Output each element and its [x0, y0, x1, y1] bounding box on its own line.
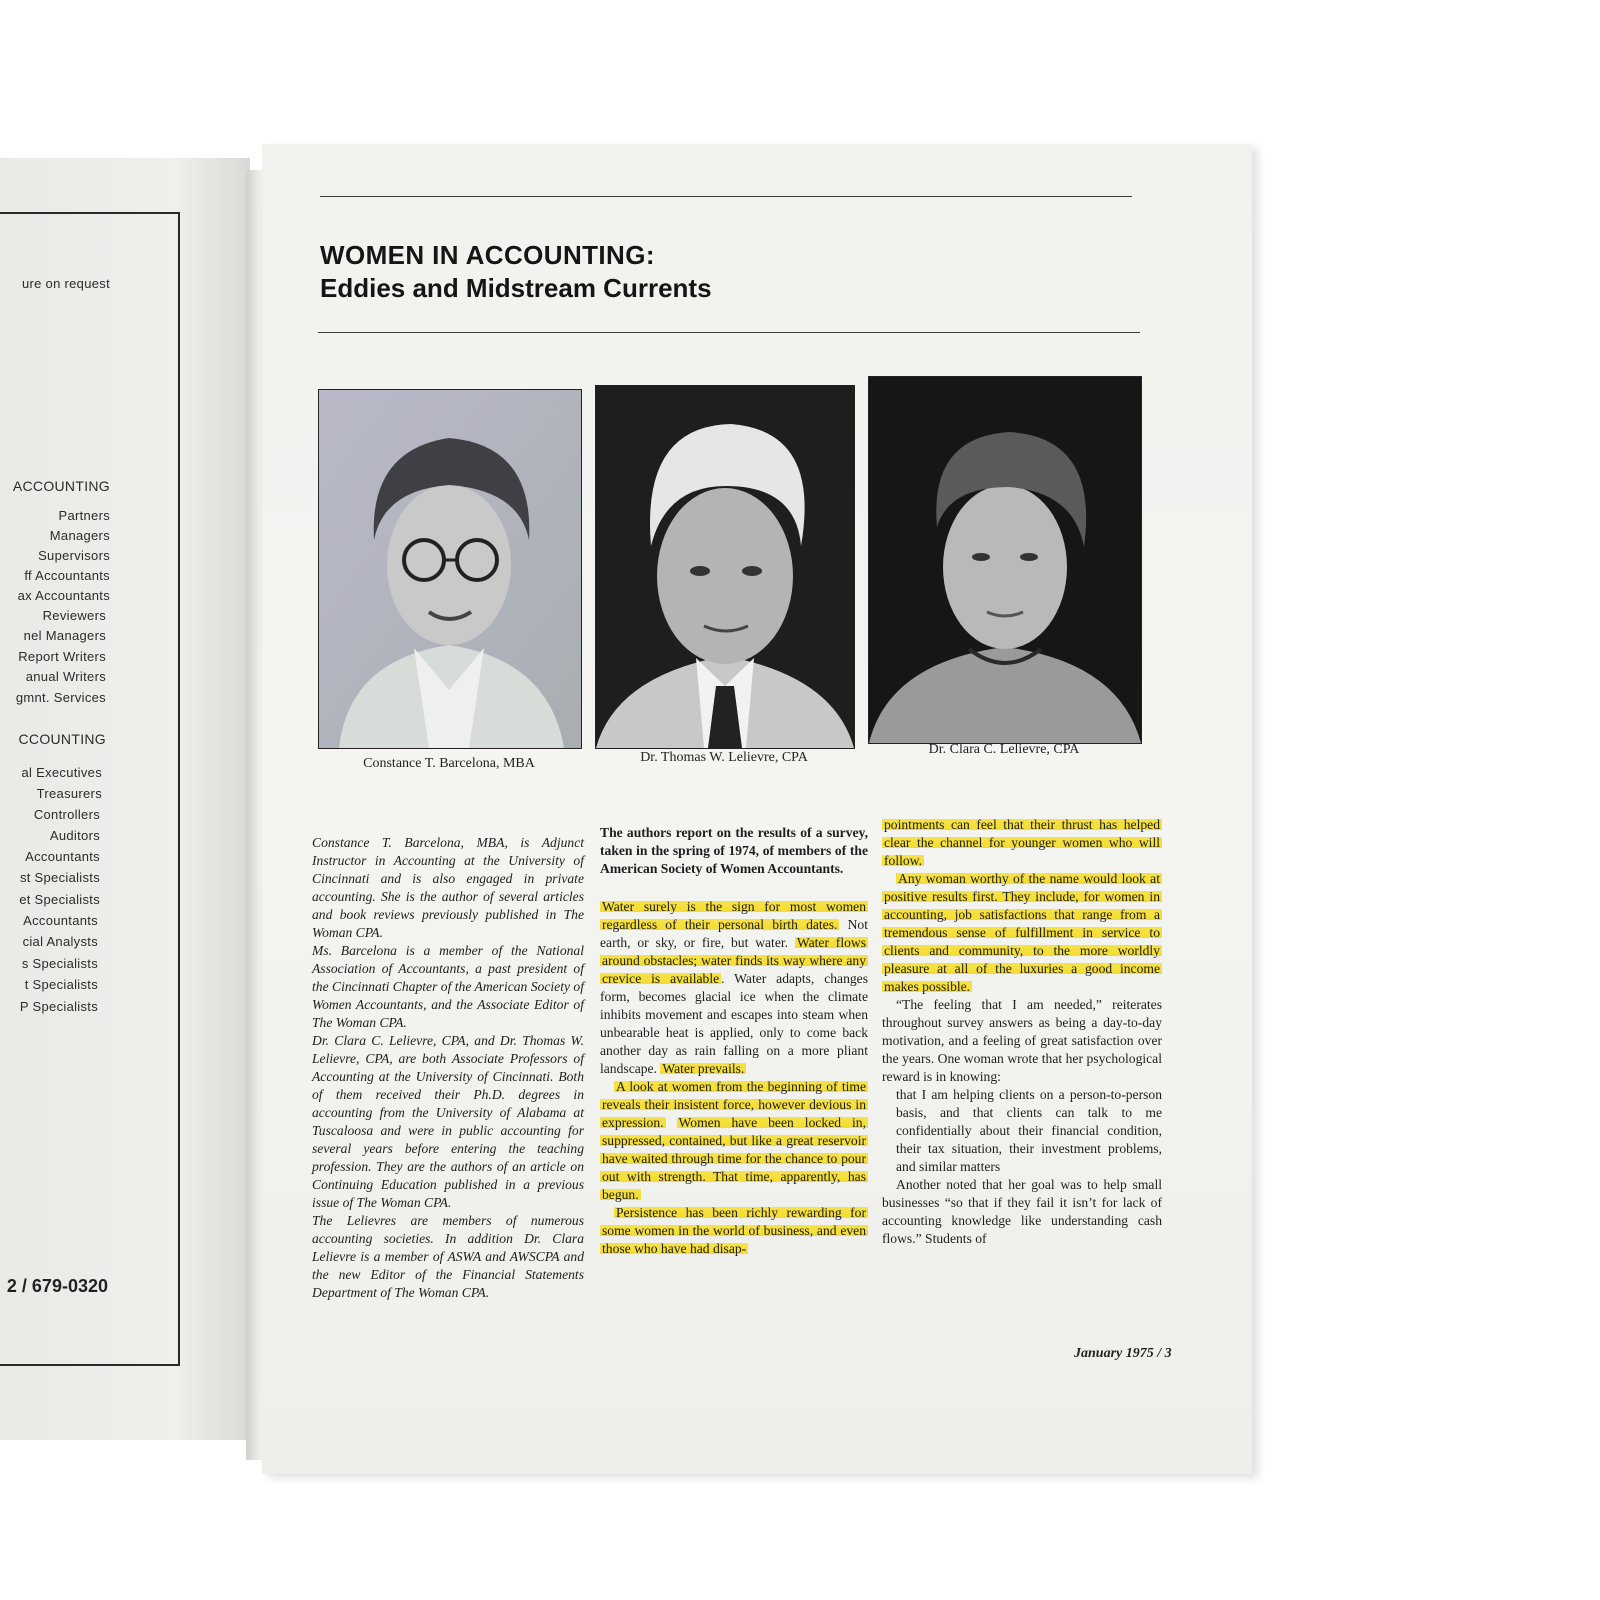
top-rule [320, 196, 1132, 197]
left-page-fragment: P Specialists [19, 999, 98, 1014]
caption-thomas-lelievre: Dr. Thomas W. Lelievre, CPA [640, 750, 808, 765]
body-text: . Water adapts, changes form, becomes glacial ice when the climate inhibits movement and escapes into steam when unbearable heat is applied, only to come back another day as rain falling on a more pliant landscape. [600, 971, 868, 1076]
body-paragraph [600, 1204, 868, 1258]
page-footer: January 1975 / 3 [1074, 1346, 1172, 1361]
left-page-fragment: gmnt. Services [15, 690, 106, 705]
left-page-fragment: cial Analysts [22, 934, 98, 949]
article-subtitle: Eddies and Midstream Currents [320, 273, 712, 303]
bio-paragraph: Dr. Clara C. Lelievre, CPA, and Dr. Thomas W. Lelievre, CPA, are both Associate Professors of Accounting at the University of Cincinnati. Both of them received their Ph.D. degrees in accounting from the University of Alabama at Tuscaloosa and were in public accounting for several years before entering the teaching profession. They are the authors of an article on Continuing Education published in a previous issue of The Woman CPA. [312, 1033, 584, 1210]
left-page-fragment: ax Accountants [17, 588, 110, 603]
left-page-fragment: ACCOUNTING [12, 478, 110, 494]
body-paragraph: Another noted that her goal was to help small businesses “so that if they fail it isn’t for lack of accounting knowledge like understanding cash flows.” Students of [882, 1177, 1162, 1246]
left-page-fragment: ff Accountants [24, 568, 110, 583]
bio-paragraph: Ms. Barcelona is a member of the National Association of Accountants, a past president of the Cincinnati Chapter of the American Society of Women Accountants, and the Associate Editor of The Woman CPA. [312, 943, 584, 1030]
highlighted-text: Water surely is the sign for most women regardless of their personal birth dates. [602, 899, 866, 932]
left-page-fragment: al Executives [21, 765, 102, 780]
article-column-2 [600, 824, 868, 1258]
left-page-fragment: Controllers [33, 807, 100, 822]
article-column-3 [882, 816, 1162, 1248]
highlighted-text: Women have been locked in, suppressed, contained, but like a great reservoir have waited through time for the chance to pour out with strength. That time, apparently, has begun. [602, 1115, 866, 1202]
left-page-fragment: et Specialists [19, 892, 100, 907]
article-title: WOMEN IN ACCOUNTING: [320, 240, 655, 270]
left-page-fragment: Partners [58, 508, 110, 523]
highlighted-text: Any woman worthy of the name would look at positive results first. They include, for women in accounting, job satisfactions that range from a tremendous sense of fulfillment in service to clients and community, to the more worldly pleasure at all of the luxuries a good income makes possible. [884, 871, 1160, 994]
left-page-fragment: CCOUNTING [18, 731, 106, 747]
left-page-fragment: nel Managers [23, 628, 106, 643]
highlighted-text: Persistence has been richly rewarding for some women in the world of business, and even those who have had disap- [602, 1205, 866, 1256]
highlighted-text: A look at women from the beginning of time reveals their insistent force, however devious in expression. [602, 1079, 866, 1130]
body-text: Not earth, or sky, or fire, but water. [600, 917, 868, 950]
left-page [0, 158, 250, 1440]
left-page-fragment: st Specialists [19, 870, 100, 885]
right-page [262, 144, 1252, 1474]
caption-barcelona: Constance T. Barcelona, MBA [363, 756, 535, 771]
body-text [666, 1115, 677, 1130]
left-page-fragment: Reviewers [42, 608, 106, 623]
left-page-fragment: anual Writers [25, 669, 106, 684]
body-paragraph [882, 816, 1162, 870]
title-bottom-rule [318, 332, 1140, 333]
highlighted-text: Water flows around obstacles; water finds its way where any crevice is available [602, 935, 867, 986]
left-page-fragment: Accountants [25, 849, 100, 864]
highlighted-text: pointments can feel that their thrust has helped clear the channel for younger women who will follow. [884, 817, 1160, 868]
left-page-fragment: ure on request [21, 276, 110, 291]
left-page-fragment: Report Writers [18, 649, 106, 664]
left-page-fragment: Auditors [49, 828, 100, 843]
portrait-thomas-lelievre [595, 385, 855, 749]
body-paragraph [882, 870, 1162, 996]
article-intro: The authors report on the results of a survey, taken in the spring of 1974, of members of the American Society of Women Accountants. [600, 825, 868, 876]
bio-paragraph: Constance T. Barcelona, MBA, is Adjunct Instructor in Accounting at the University of Cincinnati and is also engaged in private accounting. She is the author of several articles and book reviews previously published in The Woman CPA. [312, 835, 584, 940]
portrait-clara-lelievre [868, 376, 1142, 744]
left-page-fragment: Supervisors [38, 548, 110, 563]
body-paragraph [600, 898, 868, 1078]
phone-number: 2 / 679-0320 [6, 1276, 108, 1296]
survey-quote: that I am helping clients on a person-to-person basis, and that clients can talk to me confidentially about their financial condition, their tax situation, their investment problems, and similar matters [896, 1087, 1162, 1174]
left-page-fragment: s Specialists [21, 956, 98, 971]
bio-paragraph: The Lelievres are members of numerous accounting societies. In addition Dr. Clara Lelievre is a member of ASWA and AWSCPA and the new Editor of the Financial Statements Department of The Woman CPA. [312, 1213, 584, 1300]
portrait-barcelona [318, 389, 582, 749]
left-page-fragment: t Specialists [24, 977, 98, 992]
body-paragraph: “The feeling that I am needed,” reiterates throughout survey answers as being a day-to-day motivation, and a feeling of great satisfaction over the years. One woman wrote that her psychological reward is in knowing: [882, 997, 1162, 1084]
highlighted-text: Water prevails. [662, 1061, 745, 1076]
author-bios [312, 834, 584, 1302]
left-page-fragment: Managers [49, 528, 110, 543]
left-page-fragment: Accountants [23, 913, 98, 928]
body-paragraph [600, 1078, 868, 1204]
left-page-fragment: Treasurers [36, 786, 102, 801]
caption-clara-lelievre: Dr. Clara C. Lelievre, CPA [928, 742, 1080, 757]
